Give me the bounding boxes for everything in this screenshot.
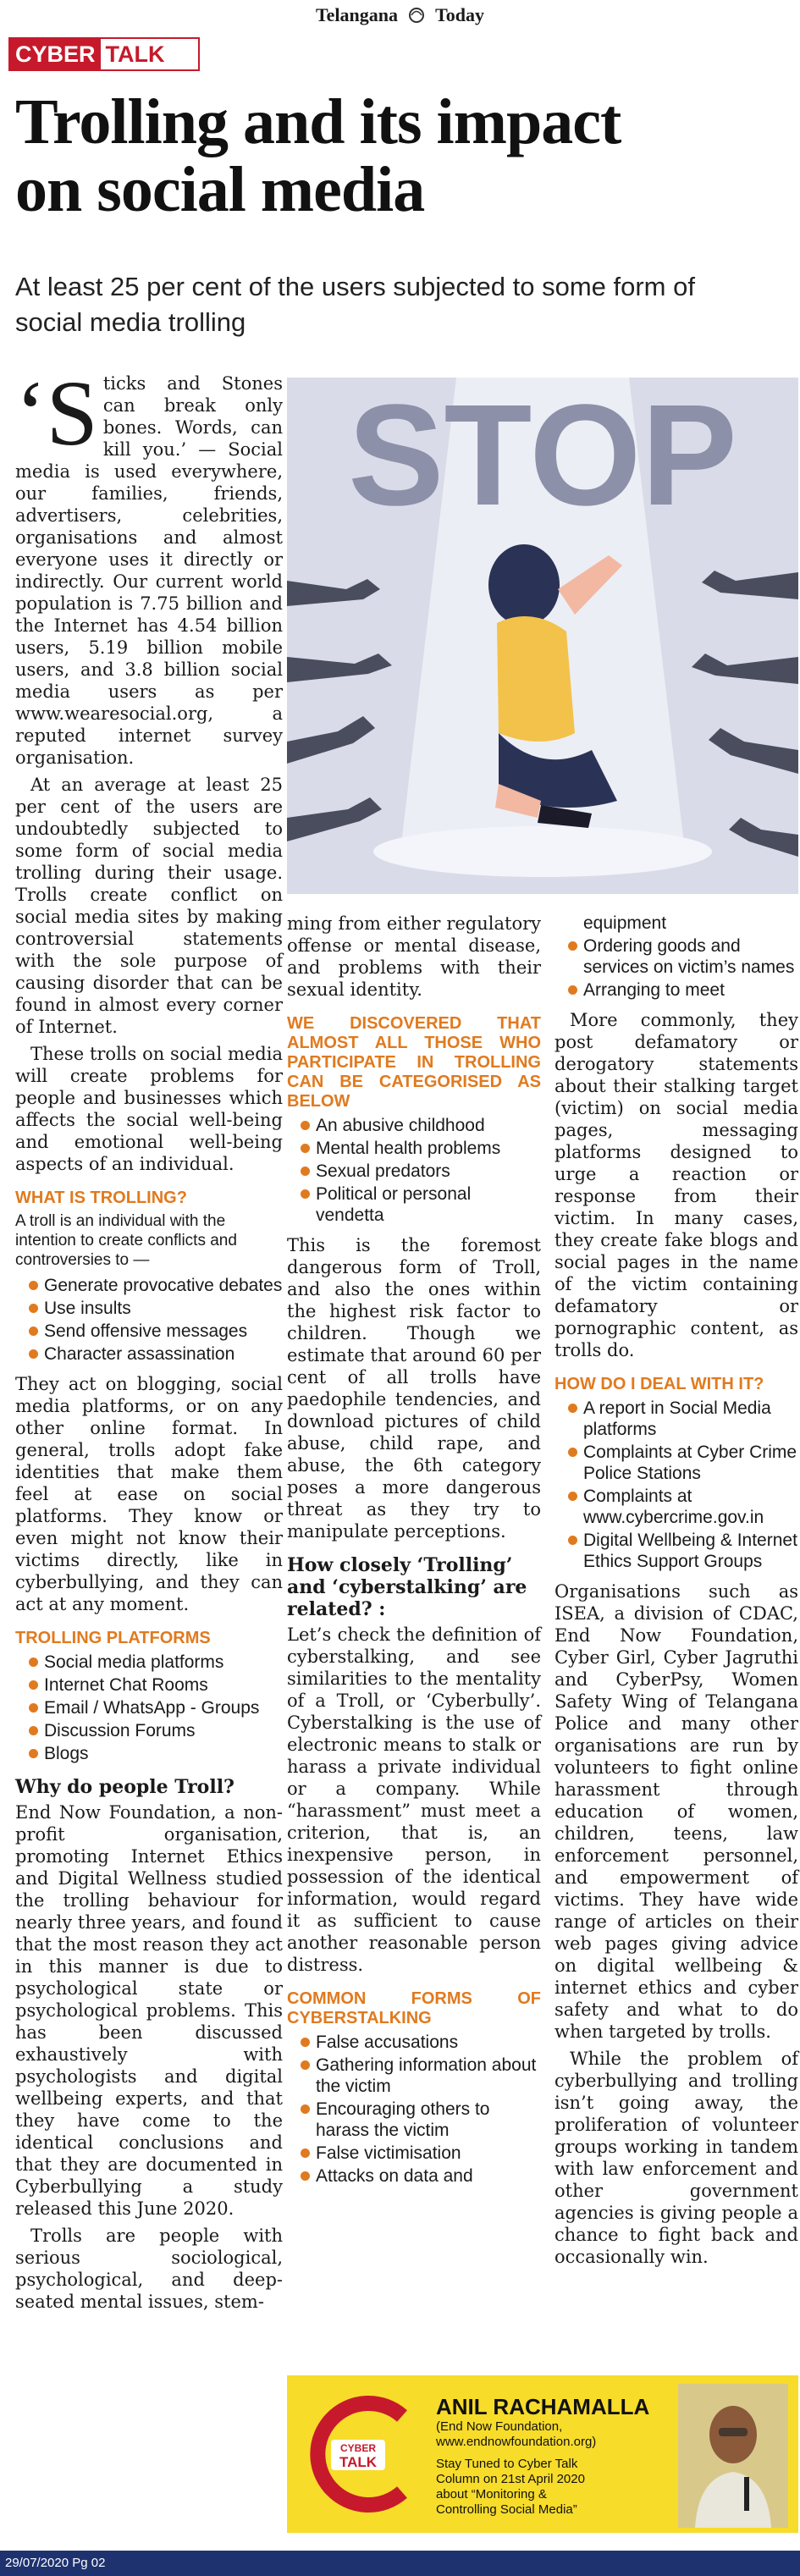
list-item: Use insults	[15, 1298, 283, 1319]
list-item: Mental health problems	[287, 1138, 541, 1159]
deal-with-it-list	[554, 1398, 798, 1572]
deal-with-it-heading: HOW DO I DEAL WITH IT?	[554, 1375, 764, 1393]
bullet-icon	[301, 1144, 310, 1153]
trolling-platforms-heading: TROLLING PLATFORMS	[15, 1629, 211, 1647]
bullet-icon	[301, 2038, 310, 2047]
col3-paragraph-2: Organisations such as ISEA, a division of CDAC, End Now Foundation, Cyber Girl, Cyber Jagruthi and CyberPsy, Women Safety Wing of Telangana Police and many other organisations are run by volunteers to fight online harassment through education of women, children, teens, law enforcement personnel, and empowerment of victims. They have wide range of articles on their web pages giving advice on digital wellbeing & internet ethics and cyber safety and what to do when targeted by trolls.	[554, 1581, 798, 2042]
list-item: Sexual predators	[287, 1161, 541, 1182]
column-3	[554, 913, 798, 2273]
list-item: Arranging to meet	[554, 979, 798, 1001]
what-is-trolling-list	[15, 1275, 283, 1365]
bullet-icon	[568, 941, 577, 951]
author-affiliation: (End Now Foundation, www.endnowfoundation.org)	[436, 2419, 597, 2449]
what-is-trolling-intro: A troll is an individual with the intention to create conflicts and controversies to —	[15, 1212, 237, 1269]
author-banner	[287, 2375, 798, 2533]
list-item: Digital Wellbeing & Internet Ethics Support Groups	[554, 1530, 798, 1572]
emblem-icon	[406, 6, 428, 25]
bullet-icon	[301, 2171, 310, 2181]
how-closely-heading: How closely ‘Trolling’ and ‘cyberstalking’ are related? :	[287, 1554, 527, 1620]
list-item: Discussion Forums	[15, 1720, 283, 1741]
bullet-icon	[568, 1492, 577, 1501]
list-item: Gathering information about the victim	[287, 2055, 541, 2097]
discovered-heading: WE DISCOVERED THAT ALMOST ALL THOSE WHO PARTICIPATE IN TROLLING CAN BE CATEGORISED AS BELOW	[287, 1014, 541, 1111]
common-forms-list	[287, 2032, 541, 2187]
list-item: False victimisation	[287, 2143, 541, 2164]
bullet-icon	[301, 2149, 310, 2158]
col1-paragraph-2: At an average at least 25 per cent of the users are undoubtedly subjected to some form of social media trolling during their usage. Trolls create conflict on social media sites by making controversial statements with the sole purpose of causing disorder that can be found in almost every corner of Internet.	[15, 775, 283, 1037]
what-is-trolling-heading: WHAT IS TROLLING?	[15, 1189, 187, 1207]
bullet-icon	[29, 1327, 38, 1336]
bullet-icon	[301, 2060, 310, 2070]
bullet-icon	[301, 1189, 310, 1199]
col1-paragraph-3: These trolls on social media will create problems for people and businesses which affects the social well-being and emotional well-being aspects of an individual.	[15, 1044, 283, 1174]
list-item: Character assassination	[15, 1343, 283, 1365]
bullet-icon	[568, 1536, 577, 1545]
bullet-icon	[29, 1281, 38, 1290]
col1-paragraph-1: ticks and Stones can break only bones. Words, can kill you.’ — Social media is used everywhere, our families, friends, advertisers, celebrities, organisations and almost everyone uses it directly or indirectly. Our current world population is 7.75 billion and the Internet has 4.54 billion users, 5.19 billion mobile users, and 3.8 billion social media users as per www.wearesocial.org, a reputed internet survey organisation.	[15, 373, 283, 768]
bullet-icon	[29, 1749, 38, 1758]
list-item: Complaints at Cyber Crime Police Stations	[554, 1442, 798, 1484]
section-tag-black: TALK	[105, 41, 165, 67]
bullet-icon	[301, 1167, 310, 1176]
list-item: Generate provocative debates	[15, 1275, 283, 1296]
list-item: Encouraging others to harass the victim	[287, 2099, 541, 2141]
headline-line-2: on social media	[15, 154, 425, 225]
col2-paragraph-3: Let’s check the definition of cyberstalking, and see similarities to the mentality of a Troll, or ‘Cyberbully’. Cyberstalking is the use of electronic means to stalk or harass a private individual or a company. While “harassment” must meet a criterion, that is, an inexpensive person, in possession of the identical information, would regard it as sufficient to cause another reasonable person distress.	[287, 1624, 541, 1975]
column-1	[15, 361, 283, 2318]
list-item: Complaints at www.cybercrime.gov.in	[554, 1486, 798, 1528]
masthead-left: Telangana	[315, 4, 398, 25]
bullet-icon	[568, 985, 577, 995]
author-name: ANIL RACHAMALLA	[436, 2394, 650, 2419]
list-item: equipment	[583, 913, 667, 933]
col1-paragraph-5: End Now Foundation, a non-profit organisation, promoting Internet Ethics and Digital Wellness studied the trolling behaviour for nearly three years, and found that the most reason they act in this manner is due to psychological state or psychological problems. This has been discussed exhaustively with psychologists and digital wellbeing experts, and that they have come to the identical conclusions and that they are documented in Cyberbullying a study released this June 2020.	[15, 1802, 283, 2219]
stop-text: STOP	[348, 378, 737, 536]
col3-paragraph-3: While the problem of cyberbullying and trolling isn’t going away, the proliferation of volunteer groups working in tandem with law enforcement and other government agencies is giving people a chance to fight back and occasionally win.	[554, 2049, 798, 2267]
bullet-icon	[29, 1349, 38, 1359]
page-footer	[0, 2551, 800, 2576]
list-item: Attacks on data and	[287, 2165, 541, 2187]
list-item: A report in Social Media platforms	[554, 1398, 798, 1440]
bullet-icon	[29, 1703, 38, 1713]
col1-paragraph-6: Trolls are people with serious sociological, psychological, and deep-seated mental issues, stem-	[15, 2226, 283, 2312]
list-item: Social media platforms	[15, 1652, 283, 1673]
trolling-platforms-list	[15, 1652, 283, 1764]
standfirst: At least 25 per cent of the users subjected to some form of social media trolling	[15, 272, 695, 337]
col3-paragraph-1: More commonly, they post defamatory or derogatory statements about their stalking target (victim) on social media pages, messaging platforms designed to urge a reaction or response from their victim. In many cases, they create fake blogs and social pages in the name of the victim containing defamatory or pornographic content, as trolls do.	[554, 1010, 798, 1360]
bullet-icon	[301, 1121, 310, 1130]
list-item: Blogs	[15, 1743, 283, 1764]
bullet-icon	[29, 1304, 38, 1313]
common-forms-list-continued	[554, 913, 798, 1001]
list-item: Email / WhatsApp - Groups	[15, 1697, 283, 1718]
logo-line-2: TALK	[339, 2454, 378, 2470]
bullet-icon	[568, 1448, 577, 1457]
masthead-right: Today	[435, 4, 485, 25]
list-item: Send offensive messages	[15, 1321, 283, 1342]
stop-illustration	[287, 378, 798, 894]
section-tag-red: CYBER	[10, 39, 101, 69]
discovered-list	[287, 1115, 541, 1226]
author-photo	[678, 2384, 788, 2528]
col1-paragraph-4: They act on blogging, social media platforms, or on any other online format. In general, trolls adopt fake identities that make them feel at ease on social platforms. They know or even might not know their victims directly, like in cyberbullying, and they can act at any moment.	[15, 1374, 283, 1614]
masthead	[0, 0, 800, 34]
why-troll-heading: Why do people Troll?	[15, 1776, 234, 1798]
bullet-icon	[29, 1726, 38, 1735]
logo-line-1: CYBER	[339, 2442, 377, 2454]
headline	[15, 88, 777, 223]
common-forms-heading: COMMON FORMS OF CYBERSTALKING	[287, 1989, 541, 2027]
list-item: Ordering goods and services on victim’s names	[554, 935, 798, 978]
bullet-icon	[301, 2104, 310, 2114]
list-item: Political or personal vendetta	[287, 1183, 541, 1226]
footer-date-page: 29/07/2020 Pg 02	[5, 2556, 106, 2570]
headline-line-1: Trolling and its impact	[15, 86, 621, 157]
drop-cap: ‘S	[15, 361, 98, 465]
list-item: Internet Chat Rooms	[15, 1674, 283, 1696]
section-tag	[8, 37, 200, 71]
stop-illustration-svg	[287, 378, 798, 894]
bullet-icon	[29, 1658, 38, 1667]
list-item: False accusations	[287, 2032, 541, 2053]
cyber-talk-logo	[301, 2391, 428, 2518]
bullet-icon	[29, 1680, 38, 1690]
list-item: An abusive childhood	[287, 1115, 541, 1136]
col2-paragraph-1: ming from either regulatory offense or mental disease, and problems with their sexual identity.	[287, 913, 541, 1000]
col2-paragraph-2: This is the foremost dangerous form of Troll, and also the ones within the highest risk factor to children. Though we estimate that around 60 per cent of all trolls have paedophile tendencies, and download pictures of child abuse, child rape, and abuse, the 6th category poses a more dangerous threat as they try to manipulate perceptions.	[287, 1235, 541, 1542]
bullet-icon	[568, 1404, 577, 1413]
column-2	[287, 913, 541, 2195]
stay-tuned-note: Stay Tuned to Cyber Talk Column on 21st April 2020 about “Monitoring & Controlling Social Media”	[436, 2457, 585, 2517]
